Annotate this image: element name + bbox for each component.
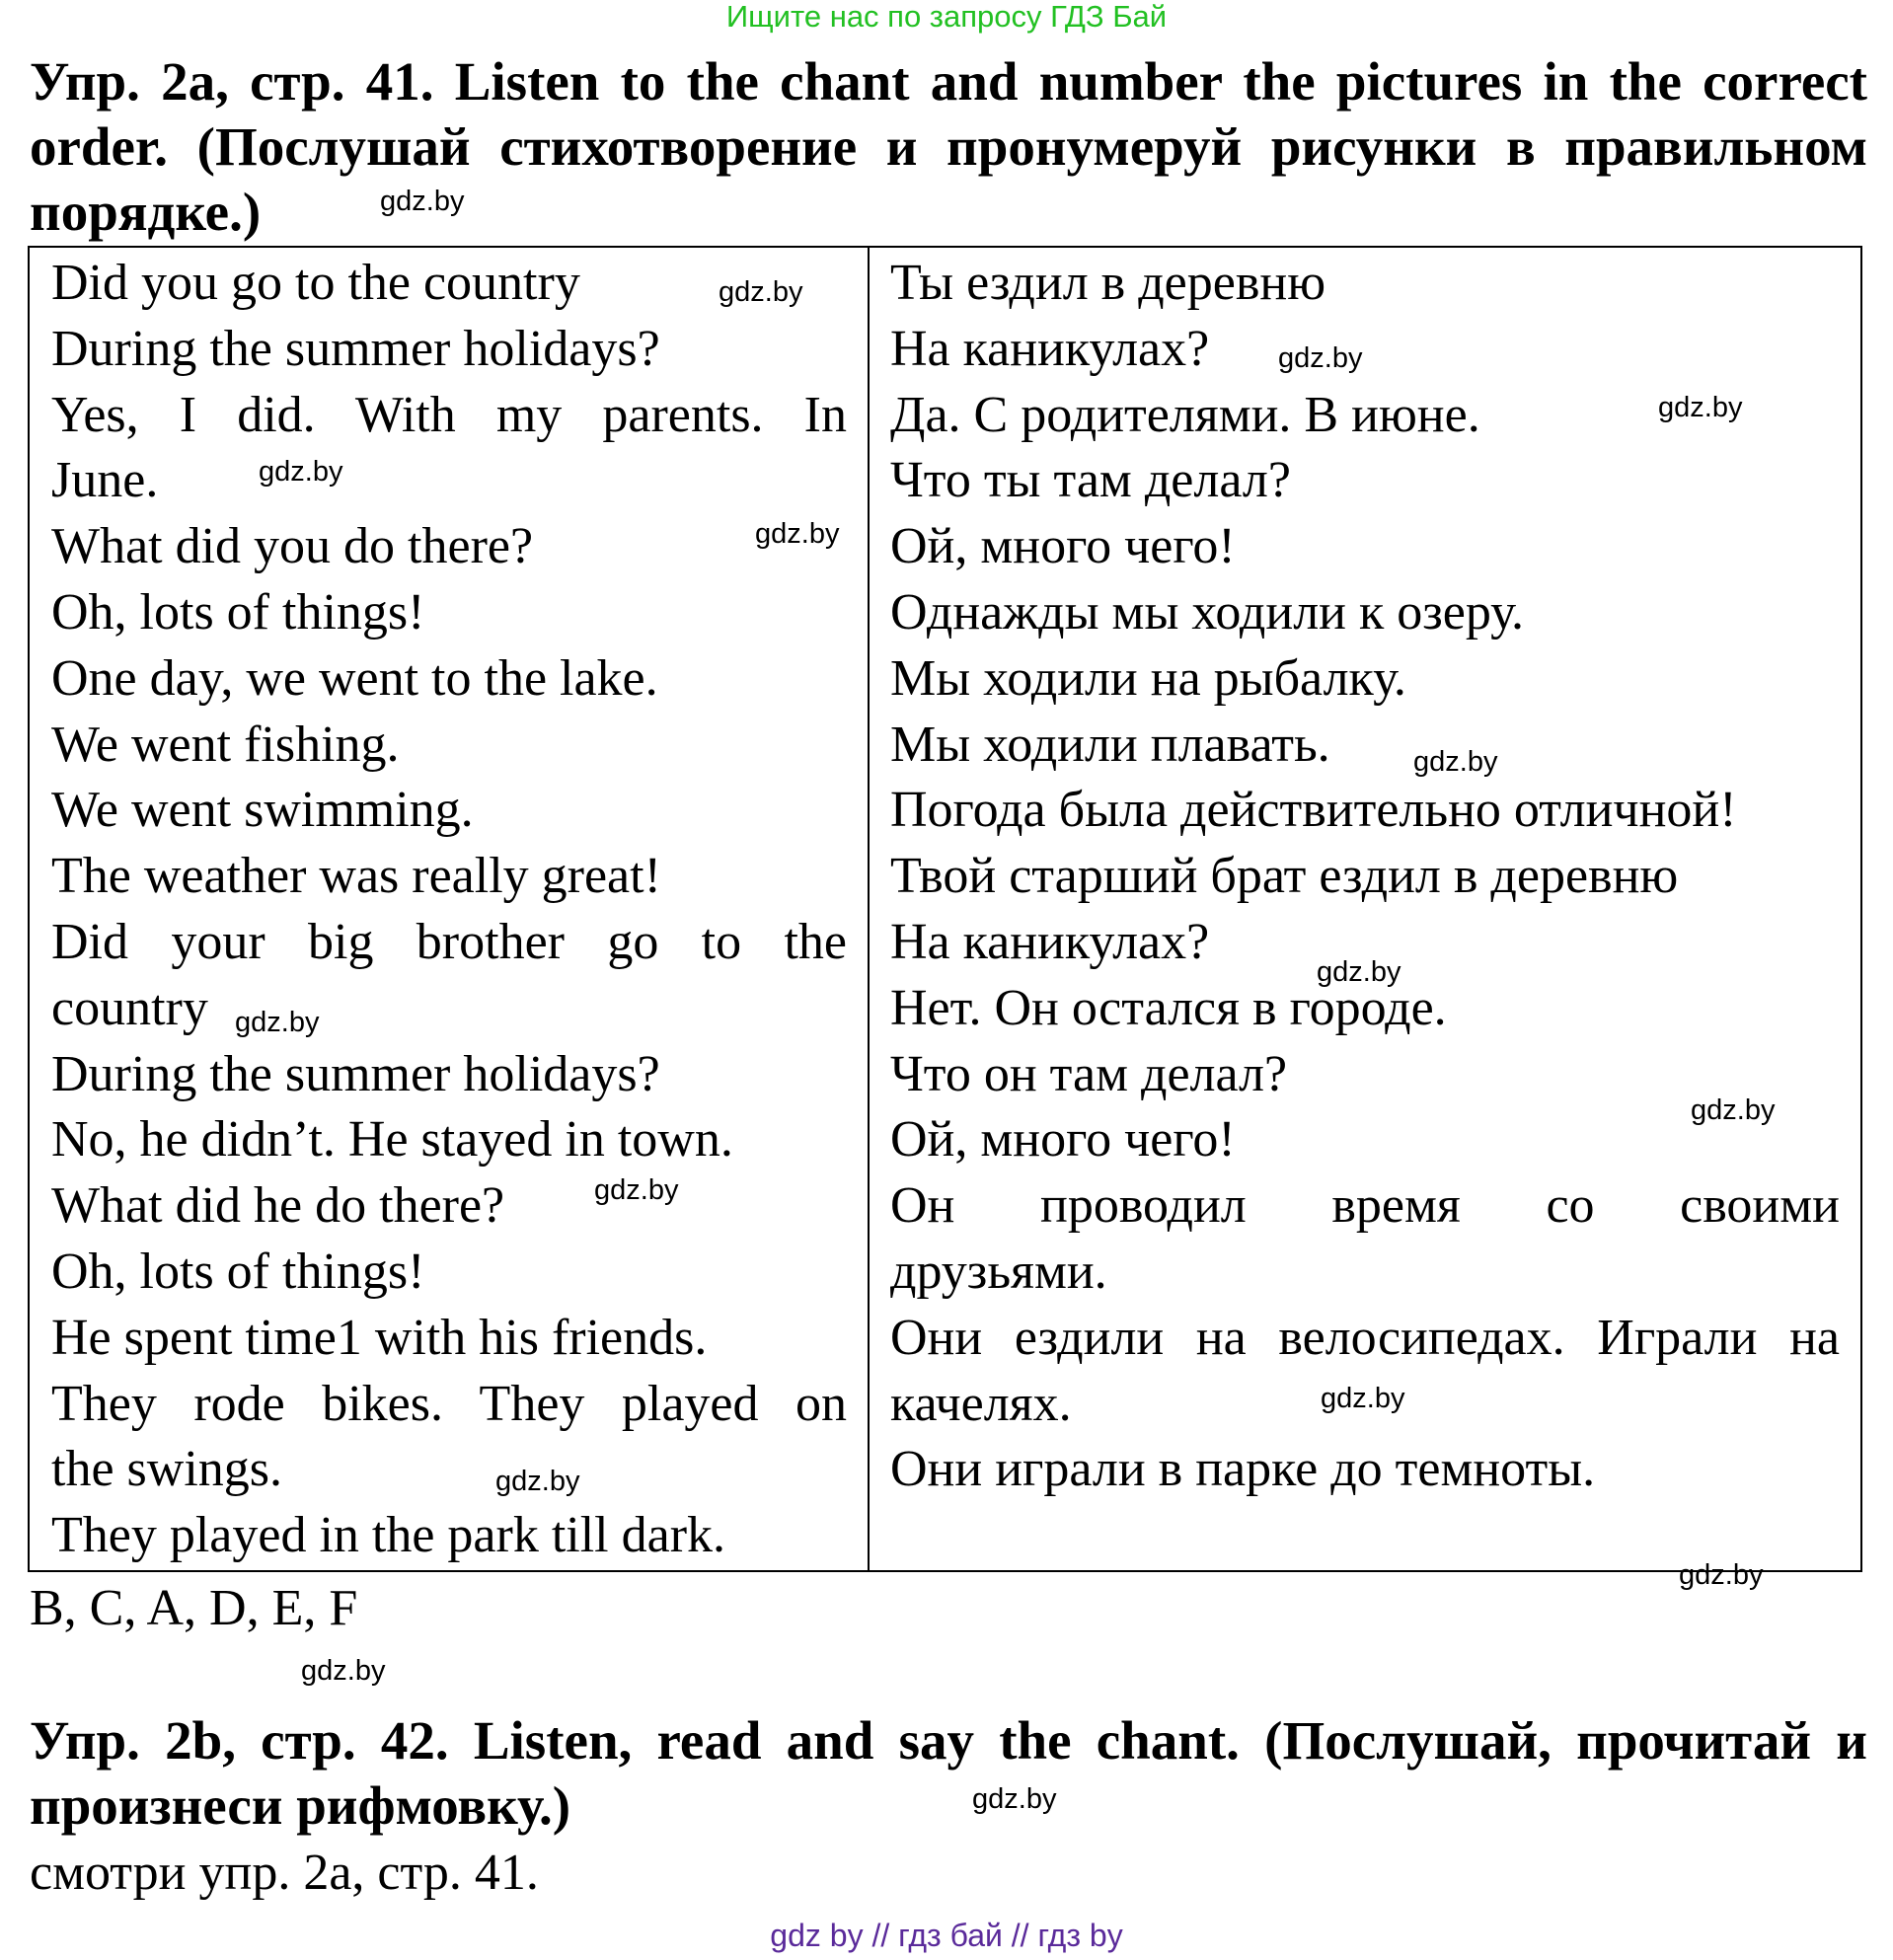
russian-line: качелях. [890,1375,1072,1432]
english-line: What did you do there? [51,518,534,575]
english-line: What did he do there? [51,1177,505,1235]
english-line: During the summer holidays? [51,1045,660,1102]
english-line: Yes, I did. With my parents. In [51,386,847,443]
watermark: gdz.by [755,518,840,550]
watermark: gdz.by [495,1466,580,1497]
english-line: the swings. [51,1441,282,1498]
english-line: No, he didn’t. He stayed in town. [51,1111,733,1168]
russian-line: Мы ходили плавать. [890,716,1330,773]
english-line: During the summer holidays? [51,320,660,377]
russian-line: Ой, много чего! [890,518,1236,575]
english-line: We went fishing. [51,716,400,773]
watermark: gdz.by [259,456,343,488]
russian-line: Он проводил время со своими [890,1177,1840,1235]
english-line: The weather was really great! [51,848,661,905]
watermark: gdz.by [1691,1094,1776,1126]
top-banner-link[interactable]: Ищите нас по запросу ГДЗ Бай [725,0,1168,34]
russian-line: друзьями. [890,1243,1107,1300]
english-line: They rode bikes. They played on [51,1375,847,1432]
russian-line: Однажды мы ходили к озеру. [890,583,1524,641]
russian-line: Ты ездил в деревню [890,255,1326,311]
watermark: gdz.by [301,1655,386,1687]
english-line: Oh, lots of things! [51,583,425,641]
english-line: One day, we went to the lake. [51,649,658,707]
english-line: Did your big brother go to the [51,913,847,970]
watermark: gdz.by [1278,342,1363,374]
exercise-2b-reference: смотри упр. 2а, стр. 41. [30,1845,539,1901]
russian-line: Они играли в парке до темноты. [890,1441,1596,1498]
watermark: gdz.by [1413,746,1498,778]
watermark: gdz.by [1679,1559,1764,1591]
english-line: We went swimming. [51,782,474,839]
watermark: gdz.by [594,1174,679,1206]
russian-line: Твой старший брат ездил в деревню [890,848,1679,905]
russian-line: Погода была действительно отличной! [890,782,1737,839]
english-line: country [51,979,208,1036]
exercise-2b-title-line: Упр. 2b, стр. 42. Listen, read and say the chant. (Послушай, прочитай и [30,1710,1867,1771]
exercise-2a-title [30,49,1867,245]
exercise-2b-title [30,1708,1867,1839]
exercise-2a-title-line: порядке.) [30,182,262,242]
russian-line: Ой, много чего! [890,1111,1236,1168]
russian-line: Что он там делал? [890,1045,1288,1102]
chant-english-column [51,251,847,1569]
watermark: gdz.by [1658,392,1743,423]
russian-line: На каникулах? [890,320,1210,377]
english-line: He spent time1 with his friends. [51,1309,708,1366]
exercise-2a-title-line: Упр. 2a, стр. 41. Listen to the chant and number the pictures in the correct [30,51,1867,112]
english-line: Did you go to the country [51,255,580,311]
russian-line: На каникулах? [890,913,1210,970]
exercise-2a-title-line: order. (Послушай стихотворение и пронумеруй рисунки в правильном [30,116,1867,177]
english-line: Oh, lots of things! [51,1243,425,1300]
table-column-divider [868,246,870,1572]
chant-russian-column [890,251,1840,1503]
russian-line: Что ты там делал? [890,452,1291,509]
english-line: June. [51,452,159,509]
russian-line: Да. С родителями. В июне. [890,386,1480,443]
exercise-2b-title-line: произнеси рифмовку.) [30,1775,571,1836]
watermark: gdz.by [380,186,465,217]
russian-line: Они ездили на велосипедах. Играли на [890,1309,1840,1366]
english-line: They played in the park till dark. [51,1507,726,1564]
watermark: gdz.by [1317,956,1401,988]
footer-links[interactable]: gdz by // гдз бай // гдз by [770,1918,1123,1953]
watermark: gdz.by [1321,1383,1405,1414]
russian-line: Нет. Он остался в городе. [890,979,1447,1036]
exercise-2a-answer: B, C, A, D, E, F [30,1580,358,1636]
watermark: gdz.by [719,276,803,308]
russian-line: Мы ходили на рыбалку. [890,649,1406,707]
watermark: gdz.by [235,1007,320,1038]
watermark: gdz.by [972,1783,1057,1815]
